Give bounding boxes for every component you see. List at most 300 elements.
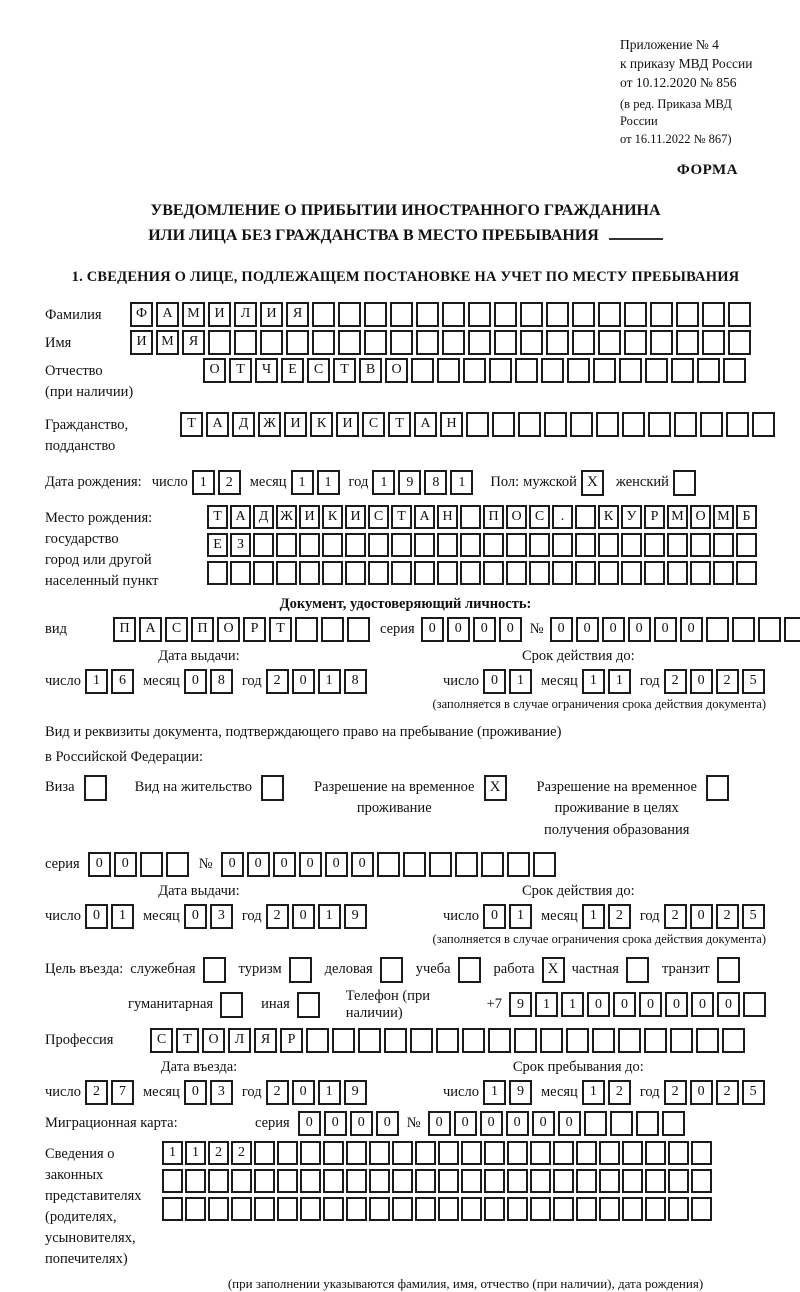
form-cell xyxy=(552,561,573,585)
form-cell xyxy=(338,302,361,327)
expiry-date-group xyxy=(443,904,774,929)
form-cell xyxy=(529,533,550,557)
form-cell xyxy=(691,1197,712,1221)
issue-day-cells xyxy=(85,669,134,694)
form-cell xyxy=(416,330,439,355)
form-cell: Ж xyxy=(258,412,281,437)
form-cell xyxy=(544,412,567,437)
annex-revision-note xyxy=(620,96,766,149)
issue-year-cells xyxy=(266,669,367,694)
form-cell xyxy=(506,561,527,585)
doc-number-label: № xyxy=(529,620,544,637)
residence-expiry-month-cells xyxy=(582,904,631,929)
form-cell xyxy=(460,505,481,529)
form-cell: 0 xyxy=(351,852,374,877)
identity-expiry-note: (заполняется в случае ограничения срока действия документа) xyxy=(432,696,766,711)
form-cell xyxy=(208,1169,229,1193)
surname-label: Фамилия xyxy=(45,306,102,323)
year-label: год xyxy=(241,907,262,924)
form-cell xyxy=(570,412,593,437)
form-cell xyxy=(254,1141,275,1165)
form-cell xyxy=(690,533,711,557)
form-cell: 1 xyxy=(111,904,134,929)
form-cell xyxy=(437,561,458,585)
form-cell xyxy=(722,1028,745,1053)
form-cell xyxy=(541,358,564,383)
form-cell: О xyxy=(385,358,408,383)
form-cell xyxy=(592,1028,615,1053)
form-cell: 8 xyxy=(344,669,367,694)
form-cell xyxy=(306,1028,329,1053)
purpose-business-label: деловая xyxy=(324,961,373,978)
form-cell: Ж xyxy=(276,505,297,529)
form-cell: 0 xyxy=(85,904,108,929)
day-label: число xyxy=(45,907,81,924)
birth-date-label: Дата рождения: xyxy=(45,474,142,491)
form-cell xyxy=(566,1028,589,1053)
form-cell: 9 xyxy=(509,1080,532,1105)
form-cell xyxy=(507,1169,528,1193)
form-cell xyxy=(736,533,757,557)
purpose-tourism-label: туризм xyxy=(238,961,282,978)
form-cell xyxy=(460,561,481,585)
form-cell xyxy=(414,561,435,585)
form-cell: 0 xyxy=(639,992,662,1017)
form-cell: Д xyxy=(232,412,255,437)
form-cell: 1 xyxy=(162,1141,183,1165)
birth-place-cell-rows xyxy=(207,505,757,585)
form-cell xyxy=(462,1028,485,1053)
form-cell xyxy=(346,1141,367,1165)
form-cell xyxy=(575,533,596,557)
form-cell xyxy=(414,533,435,557)
form-cell: 1 xyxy=(185,1141,206,1165)
form-cell: П xyxy=(191,617,214,642)
form-cell: Р xyxy=(280,1028,303,1053)
form-cell xyxy=(540,1028,563,1053)
form-cell xyxy=(436,1028,459,1053)
option-visa-checkbox xyxy=(84,775,107,801)
form-cell: 0 xyxy=(480,1111,503,1136)
purpose-transit-checkbox xyxy=(717,957,740,983)
form-cell xyxy=(598,561,619,585)
form-cell: 2 xyxy=(664,904,687,929)
form-cell: 0 xyxy=(691,992,714,1017)
form-cell xyxy=(648,412,671,437)
form-cell: О xyxy=(690,505,711,529)
form-cell: 3 xyxy=(210,904,233,929)
form-cell xyxy=(185,1169,206,1193)
form-cell xyxy=(358,1028,381,1053)
option-visa xyxy=(45,775,107,801)
form-cell xyxy=(377,852,400,877)
expiry-month-cells xyxy=(582,669,631,694)
form-cell: 0 xyxy=(690,669,713,694)
form-cell xyxy=(723,358,746,383)
form-cell xyxy=(346,1197,367,1221)
form-cell: 9 xyxy=(344,1080,367,1105)
form-cell xyxy=(622,412,645,437)
form-cell: О xyxy=(203,358,226,383)
form-cell xyxy=(713,533,734,557)
purpose-business-checkbox xyxy=(380,957,403,983)
form-cell xyxy=(506,533,527,557)
form-cell: С xyxy=(368,505,389,529)
form-cell xyxy=(530,1197,551,1221)
form-cell xyxy=(277,1169,298,1193)
form-cell xyxy=(483,533,504,557)
form-cell: 1 xyxy=(317,470,340,495)
form-cell xyxy=(576,1169,597,1193)
form-cell: 0 xyxy=(506,1111,529,1136)
form-cell: 0 xyxy=(376,1111,399,1136)
representatives-note: (при заполнении указываются фамилия, имя, отчество (при наличии), дата рождения) xyxy=(227,1275,704,1291)
form-cell: С xyxy=(307,358,330,383)
form-cell xyxy=(260,330,283,355)
form-cell: 2 xyxy=(266,904,289,929)
annex-line: от 10.12.2020 № 856 xyxy=(620,74,737,90)
form-cell: 0 xyxy=(114,852,137,877)
form-cell xyxy=(312,330,335,355)
residence-expiry-year-cells xyxy=(664,904,765,929)
form-cell: С xyxy=(529,505,550,529)
entry-date-col xyxy=(45,1059,443,1105)
form-cell: 0 xyxy=(665,992,688,1017)
doc-kind-cells xyxy=(113,617,370,642)
form-cell: 2 xyxy=(208,1141,229,1165)
purpose-official-checkbox xyxy=(203,957,226,983)
form-cell xyxy=(743,992,766,1017)
form-cell: 0 xyxy=(483,669,506,694)
stay-until-group xyxy=(443,1080,774,1105)
phone-label: Телефон (при наличии) xyxy=(345,987,430,1021)
form-cell xyxy=(671,358,694,383)
form-cell: К xyxy=(322,505,343,529)
form-cell: 0 xyxy=(428,1111,451,1136)
form-cell: Л xyxy=(234,302,257,327)
birth-day-cells xyxy=(192,470,241,495)
form-cell: 0 xyxy=(247,852,270,877)
form-cell xyxy=(575,505,596,529)
form-cell: Р xyxy=(243,617,266,642)
form-cell xyxy=(345,533,366,557)
form-cell xyxy=(185,1197,206,1221)
purpose-humanitarian-label: гуманитарная xyxy=(128,996,214,1013)
form-cell xyxy=(460,533,481,557)
form-cell: 1 xyxy=(582,1080,605,1105)
form-cell xyxy=(392,1141,413,1165)
year-label: год xyxy=(639,1083,660,1100)
citizenship-label: Гражданство, подданство xyxy=(45,416,129,454)
form-cell: 2 xyxy=(608,1080,631,1105)
residence-expiry-note: (заполняется в случае ограничения срока действия документа) xyxy=(432,931,766,946)
form-cell xyxy=(461,1169,482,1193)
form-cell: 0 xyxy=(273,852,296,877)
day-label: число xyxy=(45,672,81,689)
form-cell: 1 xyxy=(291,470,314,495)
form-cell xyxy=(231,1169,252,1193)
form-cell xyxy=(368,561,389,585)
form-cell xyxy=(507,1141,528,1165)
form-cell xyxy=(572,302,595,327)
month-label: месяц xyxy=(249,474,287,491)
form-cell xyxy=(455,852,478,877)
day-label: число xyxy=(443,1083,479,1100)
day-label: число xyxy=(443,907,479,924)
title-blank-line xyxy=(609,238,663,240)
form-cell xyxy=(484,1197,505,1221)
form-cell xyxy=(438,1169,459,1193)
doc-kind-label: вид xyxy=(45,620,67,637)
stay-day-cells xyxy=(483,1080,532,1105)
issue-date-group xyxy=(45,904,443,929)
issue-date-group xyxy=(45,669,443,694)
form-cell: С xyxy=(165,617,188,642)
form-cell: 0 xyxy=(184,904,207,929)
form-cell xyxy=(162,1169,183,1193)
form-cell xyxy=(676,330,699,355)
form-cell: 0 xyxy=(88,852,111,877)
form-cell xyxy=(488,1028,511,1053)
form-cell: 1 xyxy=(192,470,215,495)
form-cell xyxy=(696,1028,719,1053)
entry-year-cells xyxy=(266,1080,367,1105)
form-cell: 0 xyxy=(421,617,444,642)
purpose-study-label: учеба xyxy=(415,961,451,978)
form-cell: 5 xyxy=(742,669,765,694)
form-cell: О xyxy=(217,617,240,642)
year-label: год xyxy=(241,1083,262,1100)
form-cell: 1 xyxy=(582,669,605,694)
form-cell xyxy=(466,412,489,437)
form-cell: Т xyxy=(269,617,292,642)
identity-issue-col xyxy=(45,648,443,694)
form-cell xyxy=(644,561,665,585)
form-cell: 0 xyxy=(483,904,506,929)
form-cell xyxy=(208,330,231,355)
title-line-2: ИЛИ ЛИЦА БЕЗ ГРАЖДАНСТВА В МЕСТО ПРЕБЫВАНИЯ xyxy=(45,224,766,249)
annex-note-line: от 16.11.2022 № 867) xyxy=(620,131,732,146)
purpose-work-checkbox: X xyxy=(542,957,565,983)
form-cell xyxy=(484,1169,505,1193)
expiry-date-heading: Срок действия до: xyxy=(521,647,635,664)
form-cell xyxy=(369,1197,390,1221)
form-cell: 0 xyxy=(558,1111,581,1136)
option-visa-label: Виза xyxy=(45,778,75,795)
form-cell xyxy=(332,1028,355,1053)
form-cell xyxy=(691,1169,712,1193)
entry-month-cells xyxy=(184,1080,233,1105)
sex-female-checkbox xyxy=(673,470,696,496)
form-cell xyxy=(254,1169,275,1193)
migration-number-label: № xyxy=(406,1114,421,1131)
form-cell: Т xyxy=(180,412,203,437)
option-residence-permit-checkbox xyxy=(261,775,284,801)
form-label: ФОРМА xyxy=(676,162,738,179)
form-cell xyxy=(162,1197,183,1221)
birth-year-cells xyxy=(372,470,473,495)
residence-issue-col xyxy=(45,883,443,929)
form-cell xyxy=(253,561,274,585)
expiry-day-cells xyxy=(483,669,532,694)
form-cell: 1 xyxy=(582,904,605,929)
form-cell xyxy=(667,533,688,557)
form-cell: 0 xyxy=(473,617,496,642)
form-cell: 1 xyxy=(608,669,631,694)
form-cell xyxy=(461,1141,482,1165)
form-cell xyxy=(593,358,616,383)
birth-date-row xyxy=(45,470,766,496)
birth-place-label: Место рождения: государство город или другой населенный пункт xyxy=(45,509,159,589)
citizenship-row xyxy=(45,412,766,457)
form-cell xyxy=(530,1169,551,1193)
citizenship-cells xyxy=(180,412,775,437)
month-label: месяц xyxy=(142,1083,180,1100)
form-cell: С xyxy=(150,1028,173,1053)
form-cell: Т xyxy=(391,505,412,529)
form-cell xyxy=(483,561,504,585)
form-cell: И xyxy=(260,302,283,327)
form-cell: 1 xyxy=(509,669,532,694)
form-cell: 0 xyxy=(680,617,703,642)
residence-series-row xyxy=(45,852,766,877)
residence-issue-month-cells xyxy=(184,904,233,929)
form-cell: 2 xyxy=(231,1141,252,1165)
form-cell xyxy=(299,533,320,557)
day-label: число xyxy=(45,1083,81,1100)
profession-label: Профессия xyxy=(45,1031,114,1048)
form-cell xyxy=(312,302,335,327)
residence-doc-dates xyxy=(45,883,766,929)
residence-number-label: № xyxy=(198,855,213,872)
form-cell xyxy=(622,1169,643,1193)
migration-card-row xyxy=(45,1111,766,1136)
day-label: число xyxy=(151,474,188,491)
form-cell: 3 xyxy=(210,1080,233,1105)
form-cell: 0 xyxy=(628,617,651,642)
birth-place-row-1 xyxy=(207,505,757,529)
birth-place-row-2 xyxy=(207,533,757,557)
visit-purpose-row-2 xyxy=(128,988,766,1022)
surname-cells xyxy=(130,302,751,327)
migration-series-label: серия xyxy=(255,1114,290,1131)
form-cell: 0 xyxy=(717,992,740,1017)
form-cell xyxy=(624,302,647,327)
form-cell: 0 xyxy=(499,617,522,642)
form-cell xyxy=(728,330,751,355)
form-cell xyxy=(492,412,515,437)
form-cell xyxy=(702,330,725,355)
form-cell xyxy=(410,1028,433,1053)
form-cell xyxy=(668,1141,689,1165)
form-cell xyxy=(231,1197,252,1221)
form-cell: А xyxy=(230,505,251,529)
form-cell: Ч xyxy=(255,358,278,383)
purpose-humanitarian-checkbox xyxy=(220,992,243,1018)
form-cell: 9 xyxy=(509,992,532,1017)
purpose-work-label: работа xyxy=(493,961,535,978)
form-cell xyxy=(253,533,274,557)
expiry-year-cells xyxy=(664,669,765,694)
profession-row xyxy=(45,1028,766,1053)
phone-prefix: +7 xyxy=(486,996,502,1013)
form-cell: М xyxy=(156,330,179,355)
form-cell xyxy=(624,330,647,355)
form-cell xyxy=(369,1141,390,1165)
form-cell xyxy=(622,1197,643,1221)
form-cell xyxy=(390,330,413,355)
form-cell xyxy=(552,533,573,557)
form-cell: 0 xyxy=(221,852,244,877)
form-cell xyxy=(599,1141,620,1165)
form-cell: 0 xyxy=(298,1111,321,1136)
form-cell xyxy=(442,302,465,327)
phone-cells xyxy=(509,992,766,1017)
form-cell xyxy=(702,302,725,327)
form-cell xyxy=(166,852,189,877)
patronymic-cells xyxy=(203,358,746,383)
form-cell xyxy=(276,561,297,585)
form-cell xyxy=(533,852,556,877)
residence-issue-year-cells xyxy=(266,904,367,929)
form-cell xyxy=(437,533,458,557)
residence-doc-options xyxy=(45,775,766,842)
doc-series-label: серия xyxy=(380,620,415,637)
representatives-label: Сведения о законных представителях (родителях, усыновителях, попечителях) xyxy=(45,1145,142,1267)
representatives-row-2 xyxy=(162,1169,712,1193)
annex-note-line: (в ред. Приказа МВД России xyxy=(620,96,732,129)
form-cell: 1 xyxy=(85,669,108,694)
form-cell xyxy=(700,412,723,437)
form-cell xyxy=(576,1197,597,1221)
issue-date-heading: Дата выдачи: xyxy=(158,882,240,899)
form-cell xyxy=(575,561,596,585)
form-cell: 2 xyxy=(266,1080,289,1105)
form-cell: 1 xyxy=(509,904,532,929)
form-cell: Т xyxy=(207,505,228,529)
form-cell xyxy=(728,302,751,327)
residence-expiry-day-cells xyxy=(483,904,532,929)
form-cell: Л xyxy=(228,1028,251,1053)
entry-date-group xyxy=(45,1080,443,1105)
residence-issue-day-cells xyxy=(85,904,134,929)
form-cell xyxy=(518,412,541,437)
form-cell xyxy=(507,852,530,877)
residence-series-label: серия xyxy=(45,855,80,872)
form-cell xyxy=(650,302,673,327)
form-cell xyxy=(295,617,318,642)
form-cell xyxy=(576,1141,597,1165)
form-cell xyxy=(553,1197,574,1221)
sex-male-checkbox: X xyxy=(581,470,604,496)
representatives-block xyxy=(45,1141,766,1270)
residence-number-cells xyxy=(221,852,556,877)
form-cell xyxy=(644,1028,667,1053)
form-cell xyxy=(346,1169,367,1193)
form-cell xyxy=(514,1028,537,1053)
representatives-row-1 xyxy=(162,1141,712,1165)
form-cell: А xyxy=(414,412,437,437)
form-cell: 9 xyxy=(398,470,421,495)
form-cell xyxy=(368,533,389,557)
month-label: месяц xyxy=(540,907,578,924)
form-cell xyxy=(300,1141,321,1165)
form-cell xyxy=(468,330,491,355)
month-label: месяц xyxy=(540,1083,578,1100)
form-cell: 0 xyxy=(350,1111,373,1136)
purpose-tourism-checkbox xyxy=(289,957,312,983)
form-cell xyxy=(598,302,621,327)
